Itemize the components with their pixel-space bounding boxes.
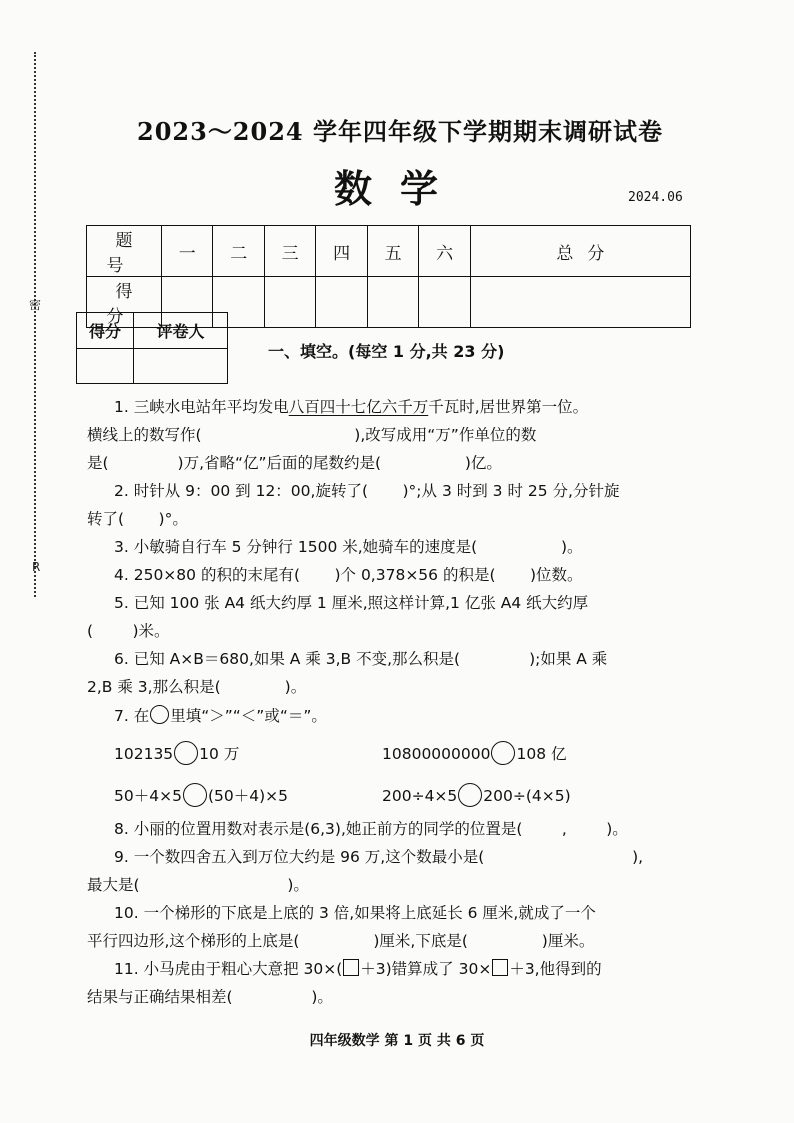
q11-text-a: 11. 小马虎由于粗心大意把 30×( (114, 960, 343, 978)
section-1-heading: 一、填空。(每空 1 分,共 23 分) (268, 342, 505, 361)
q7-c2-left: 10800000000 (382, 745, 491, 763)
score-cell-3[interactable] (264, 277, 315, 328)
q7-intro-a: 7. 在 (114, 707, 150, 725)
q11-line2: 结果与正确结果相差( )。 (87, 988, 333, 1006)
grader-score-label: 得分 (77, 313, 134, 349)
q7-compare-2 (382, 741, 567, 765)
q7-compare-1 (114, 741, 239, 765)
q11-text-c: ＋3,他得到的 (509, 960, 602, 978)
score-table-row1-label: 题号 (87, 226, 162, 277)
page-footer: 四年级数学 第 1 页 共 6 页 (309, 1033, 485, 1049)
exam-subject: 数学 (333, 167, 466, 211)
score-table-col-1: 一 (162, 226, 213, 277)
q7-c3-left: 50＋4×5 (114, 787, 182, 805)
q6-line2: 2,B 乘 3,那么积是( )。 (87, 678, 307, 696)
q1-underlined-number: 八百四十七亿六千万 (288, 398, 429, 416)
q5-line2: ( )米。 (87, 622, 170, 640)
q7-c2-right: 108 亿 (516, 745, 567, 763)
score-table-row2-label: 得分 (87, 277, 162, 328)
score-cell-total[interactable] (470, 277, 690, 328)
q1-line1 (114, 397, 588, 417)
q1-text-c: 千瓦时,居世界第一位。 (428, 398, 589, 416)
circle-icon (150, 705, 169, 724)
square-box-icon (343, 959, 359, 976)
q7-compare-3 (114, 783, 288, 807)
q10-line1: 10. 一个梯形的下底是上底的 3 倍,如果将上底延长 6 厘米,就成了一个 (114, 904, 596, 922)
score-table-col-2: 二 (213, 226, 264, 277)
q7-compare-4 (382, 783, 571, 807)
q7-c3-right: (50＋4)×5 (207, 787, 288, 805)
q2-line2: 转了( )°。 (87, 510, 188, 528)
q7-c1-answer-circle[interactable] (174, 741, 198, 765)
q11-line1 (114, 959, 602, 979)
q2-line1: 2. 时针从 9：00 到 12：00,旋转了( )°;从 3 时到 3 时 25 分,分针旋 (114, 482, 620, 500)
grader-name-cell[interactable] (134, 348, 228, 384)
q7-c4-left: 200÷4×5 (382, 787, 458, 805)
q11-text-b: ＋3)错算成了 30× (360, 960, 492, 978)
q4-line: 4. 250×80 的积的末尾有( )个 0,378×56 的积是( )位数。 (114, 566, 583, 584)
q6-line1: 6. 已知 A×B＝680,如果 A 乘 3,B 不变,那么积是( );如果 A 乘 (114, 650, 608, 668)
q9-line1: 9. 一个数四舍五入到万位大约是 96 万,这个数最小是( ), (114, 848, 644, 866)
q7-intro (114, 705, 327, 726)
q7-c4-right: 200÷(4×5) (483, 787, 571, 805)
q3-line: 3. 小敏骑自行车 5 分钟行 1500 米,她骑车的速度是( )。 (114, 538, 583, 556)
q5-line1: 5. 已知 100 张 A4 纸大约厚 1 厘米,照这样计算,1 亿张 A4 纸大约厚 (114, 594, 589, 612)
grader-box (76, 312, 228, 384)
score-table-header-row (87, 226, 691, 277)
q7-c4-answer-circle[interactable] (458, 783, 482, 807)
q7-c1-left: 102135 (114, 745, 174, 763)
score-table-col-5: 五 (367, 226, 418, 277)
exam-date: 2024.06 (628, 190, 683, 205)
binding-dotted-line (34, 52, 36, 597)
q9-line2: 最大是( )。 (87, 876, 309, 894)
q1-line2: 横线上的数写作( ),改写成用“万”作单位的数 (87, 426, 537, 444)
score-cell-6[interactable] (419, 277, 470, 328)
score-cell-5[interactable] (367, 277, 418, 328)
q8-line: 8. 小丽的位置用数对表示是(6,3),她正前方的同学的位置是( , )。 (114, 820, 628, 838)
binding-mark-secret: 密 (29, 298, 42, 312)
q10-line2: 平行四边形,这个梯形的上底是( )厘米,下底是( )厘米。 (87, 932, 595, 950)
q1-text-a: 1. 三峡水电站年平均发电 (114, 398, 289, 416)
q7-c1-right: 10 万 (199, 745, 240, 763)
binding-mark-r: R (32, 560, 41, 574)
q7-c3-answer-circle[interactable] (183, 783, 207, 807)
exam-title: 2023～2024 学年四年级下学期期末调研试卷 (137, 117, 663, 146)
score-cell-4[interactable] (316, 277, 367, 328)
score-table-col-total: 总分 (470, 226, 690, 277)
q1-line3: 是( )万,省略“亿”后面的尾数约是( )亿。 (87, 454, 502, 472)
score-table-col-6: 六 (419, 226, 470, 277)
score-table-col-3: 三 (264, 226, 315, 277)
grader-score-cell[interactable] (77, 348, 134, 384)
square-box-icon (492, 959, 508, 976)
q7-intro-b: 里填“＞”“＜”或“＝”。 (170, 707, 327, 725)
score-table-col-4: 四 (316, 226, 367, 277)
grader-name-label: 评卷人 (134, 313, 228, 349)
q7-c2-answer-circle[interactable] (491, 741, 515, 765)
